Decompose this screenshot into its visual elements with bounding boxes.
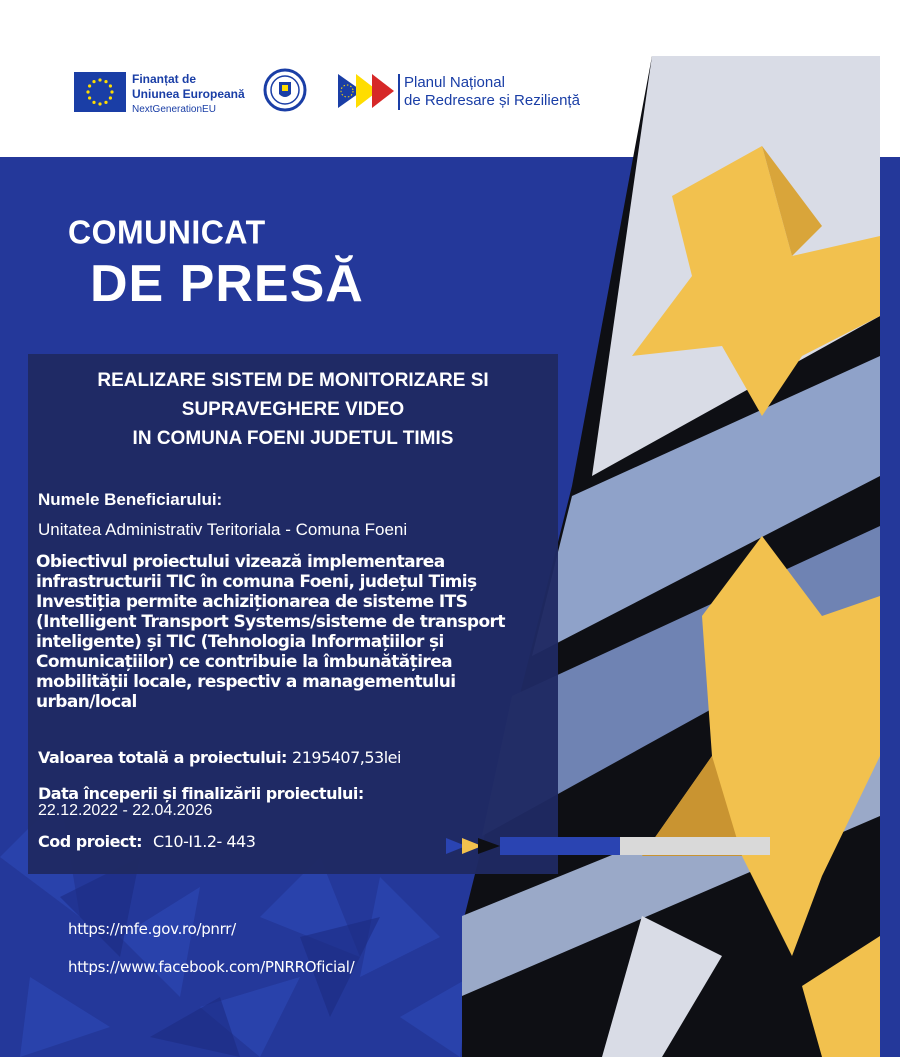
project-dates-value: 22.12.2022 - 22.04.2026 <box>38 802 213 819</box>
project-dates-label: Data începerii și finalizării proiectului: <box>38 784 364 803</box>
hero-line-2: DE PRESĂ <box>90 255 364 313</box>
site-link[interactable]: https://mfe.gov.ro/pnrr/ <box>68 920 236 938</box>
eu-funding-text <box>132 72 245 117</box>
project-code-label: Cod proiect: <box>38 832 142 851</box>
arrow-bar-icon <box>446 836 506 861</box>
project-value-amount: 2195407,53lei <box>292 748 401 767</box>
eu-flag-icon <box>74 72 126 112</box>
beneficiary-value: Unitatea Administrativ Teritoriala - Comuna Foeni <box>38 520 408 539</box>
project-title <box>28 366 558 453</box>
pnrr-line-1: Planul Național <box>404 74 505 91</box>
project-value-label: Valoarea totală a proiectului: <box>38 748 287 767</box>
hero-line-1: COMUNICAT <box>68 213 266 251</box>
eu-line-2: Uniunea Europeană <box>132 87 245 101</box>
project-title-line-2: SUPRAVEGHERE VIDEO <box>181 399 405 420</box>
project-code-value: C10-I1.2- 443 <box>153 832 256 851</box>
pnrr-logo-icon <box>338 72 396 110</box>
eu-line-1: Finanțat de <box>132 72 197 86</box>
decorative-bar-grey <box>620 837 770 855</box>
project-code-row <box>38 832 255 851</box>
facebook-link[interactable]: https://www.facebook.com/PNRROficial/ <box>68 958 355 976</box>
beneficiary-label: Numele Beneficiarului: <box>38 490 223 509</box>
project-objective: Obiectivul proiectului vizează implementarea infrastructurii TIC în comuna Foeni, județul Timiș Investiția permite achiziționarea de sisteme ITS (Intelligent Transport Systems/sisteme de transport inteligente) și TIC (Tehnologia Informațiilor și Comunicațiilor) ce contribuie la îmbunătățirea mobilității locale, respectiv a managementului urban/local <box>36 552 505 712</box>
pnrr-line-2: de Redresare și Reziliență <box>404 92 580 109</box>
project-title-line-1: REALIZARE SISTEM DE MONITORIZARE SI <box>97 370 489 391</box>
government-seal-icon <box>263 68 307 112</box>
decorative-bar-blue <box>500 837 620 855</box>
project-title-line-3: IN COMUNA FOENI JUDETUL TIMIS <box>132 428 454 449</box>
project-value-row <box>38 748 401 767</box>
eu-line-3: NextGenerationEU <box>132 104 216 115</box>
